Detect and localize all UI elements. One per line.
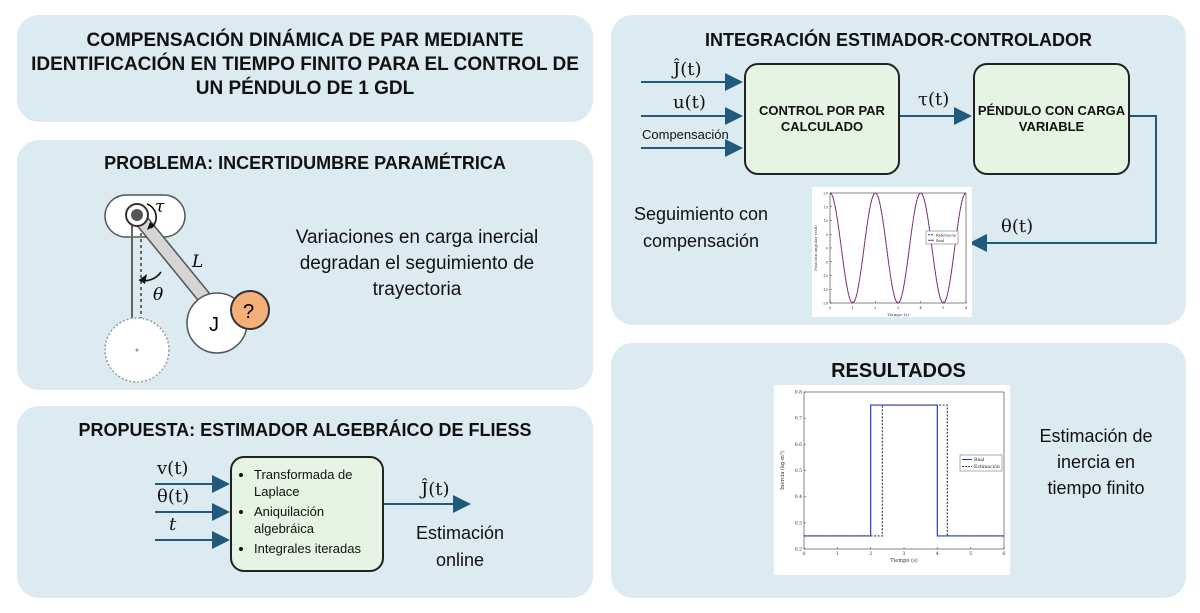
output-jhat: Ĵ(t) xyxy=(421,479,450,500)
plant-block: PÉNDULO CON CARGA VARIABLE xyxy=(973,63,1130,175)
y-tick-label: -15 xyxy=(822,287,828,292)
tracking-chart xyxy=(812,187,972,317)
y-tick-label: 0.6 xyxy=(794,442,802,448)
x-tick-label: 0 xyxy=(802,552,806,557)
y-axis-label: Posición angular (rad) xyxy=(813,224,818,272)
y-tick-label: -20 xyxy=(822,301,828,306)
step-annihilation: • Aniquilación algebráica xyxy=(254,503,380,537)
x-axis-label: Tiempo (s) xyxy=(890,558,918,564)
x-axis-label: Tiempo (s) xyxy=(886,312,910,317)
estimator-block xyxy=(230,456,384,572)
y-tick-label: -5 xyxy=(824,260,828,265)
tau-label: τ xyxy=(155,197,165,217)
inertia-chart xyxy=(774,385,1010,575)
input-jhat: Ĵ(t) xyxy=(673,59,702,80)
legend-label: Referencia xyxy=(936,233,956,238)
y-tick-label: 0.7 xyxy=(794,416,802,422)
y-axis-label: Inercia (kg·m²) xyxy=(780,451,786,490)
x-tick-label: 1 xyxy=(851,306,854,310)
y-tick-label: -10 xyxy=(822,274,828,278)
input-v: v(t) xyxy=(157,458,189,479)
feedback-label: θ(t) xyxy=(1001,216,1034,237)
y-tick-label: 10 xyxy=(823,219,828,223)
input-theta: θ(t) xyxy=(157,486,190,507)
y-tick-label: 5 xyxy=(825,232,828,237)
unknown-label: ? xyxy=(243,301,255,323)
x-tick-label: 6 xyxy=(1002,552,1006,557)
legend-label: Real xyxy=(974,458,985,464)
integration-panel xyxy=(611,15,1186,325)
x-tick-label: 0 xyxy=(828,306,832,310)
y-tick-label: 0.2 xyxy=(794,547,802,553)
x-tick-label: 4 xyxy=(919,306,922,310)
results-panel xyxy=(611,343,1186,598)
integration-title: INTEGRACIÓN ESTIMADOR-CONTROLADOR xyxy=(705,30,1092,50)
proposal-panel xyxy=(17,406,593,598)
results-caption: Estimación de inercia en tiempo finito xyxy=(1039,426,1153,498)
y-tick-label: 0.3 xyxy=(794,521,802,527)
tau-output-label: τ(t) xyxy=(918,89,950,110)
y-tick-label: 0.4 xyxy=(794,495,802,501)
title-panel xyxy=(17,15,593,122)
problem-text: Variaciones en carga inercial degradan el seguimiento de trayectoria xyxy=(295,227,539,300)
y-tick-label: 20 xyxy=(823,191,828,196)
x-tick-label: 5 xyxy=(969,552,973,557)
inertia-label: J xyxy=(209,314,219,336)
input-t: t xyxy=(169,514,177,535)
theta-label: θ xyxy=(153,285,164,305)
problem-title: PROBLEMA: INCERTIDUMBRE PARAMÉTRICA xyxy=(104,153,506,173)
x-tick-label: 3 xyxy=(902,552,906,557)
legend-label: Estimación xyxy=(974,465,1000,471)
x-tick-label: 5 xyxy=(942,306,945,310)
x-tick-label: 1 xyxy=(835,552,839,557)
page-title: COMPENSACIÓN DINÁMICA DE PAR MEDIANTE IDENTIFICACIÓN EN TIEMPO FINITO PARA EL CONTROL DE UN PÉNDULO DE 1 GDL xyxy=(31,30,579,99)
y-tick-label: 15 xyxy=(823,205,828,210)
legend-label: Real xyxy=(936,238,945,243)
pendulum-diagram xyxy=(95,160,275,388)
problem-panel xyxy=(17,140,593,390)
integration-caption: Seguimiento con compensación xyxy=(633,204,769,251)
y-tick-label: 0.8 xyxy=(794,390,802,396)
x-tick-label: 4 xyxy=(935,552,939,557)
step-laplace: • Transformada de Laplace xyxy=(254,466,380,500)
length-label: L xyxy=(192,252,204,272)
input-u: u(t) xyxy=(673,92,706,113)
controller-block: CONTROL POR PAR CALCULADO xyxy=(744,63,900,175)
results-title: RESULTADOS xyxy=(831,360,966,382)
plot-area xyxy=(830,193,966,303)
x-tick-label: 2 xyxy=(874,306,877,310)
proposal-caption: Estimación online xyxy=(415,523,505,570)
y-tick-label: 0 xyxy=(825,246,828,251)
x-tick-label: 6 xyxy=(964,306,968,310)
y-tick-label: 0.5 xyxy=(794,469,802,474)
input-compensation: Compensación xyxy=(642,127,729,142)
x-tick-label: 2 xyxy=(869,552,873,557)
proposal-title: PROPUESTA: ESTIMADOR ALGEBRÁICO DE FLIESS xyxy=(78,420,532,440)
x-tick-label: 3 xyxy=(896,306,900,310)
step-integrals: • Integrales iteradas xyxy=(254,540,380,557)
